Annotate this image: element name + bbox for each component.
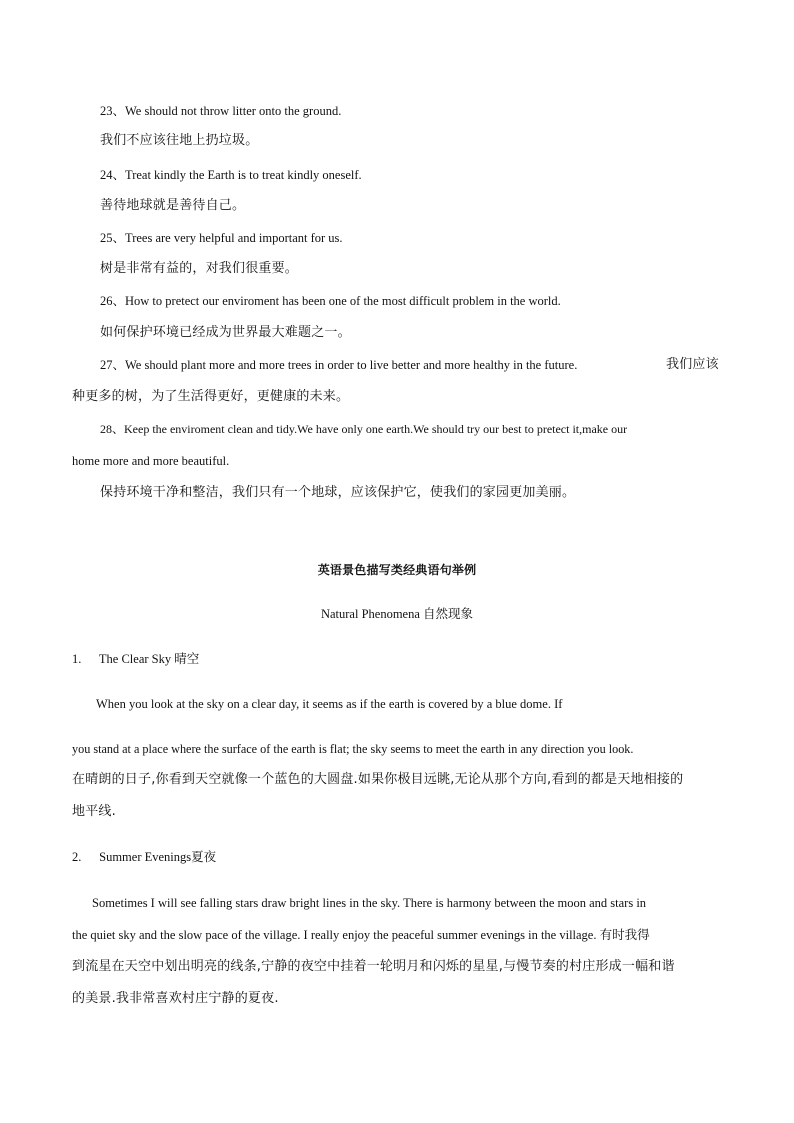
- entry-1-heading: The Clear Sky 晴空: [98, 652, 200, 666]
- entry-2-paragraph-1: Sometimes I will see falling stars draw bright lines in the sky. There is harmony between the moon and stars in: [92, 896, 647, 910]
- entry-1-zh-2: 地平线.: [72, 804, 116, 819]
- section-title: 英语景色描写类经典语句举例: [317, 563, 477, 577]
- sentence-23-zh: 我们不应该往地上扔垃圾。: [100, 133, 259, 148]
- section-subtitle: Natural Phenomena 自然现象: [320, 607, 474, 621]
- entry-1-heading-line: [72, 650, 722, 668]
- sentence-28-en: 28、Keep the enviroment clean and tidy.We have only one earth.We should try our best to pretect it,make our: [100, 422, 628, 436]
- sentence-27-zh-start: 我们应该: [666, 357, 719, 372]
- sentence-27-en: 27、We should plant more and more trees in order to live better and more healthy in the future.: [100, 358, 578, 372]
- sentence-24-zh: 善待地球就是善待自己。: [100, 198, 246, 213]
- entry-1-paragraph-2: you stand at a place where the surface of the earth is flat; the sky seems to meet the earth in any direction you look.: [72, 742, 634, 756]
- entry-2-number: 2.: [72, 850, 82, 864]
- sentence-24-en: 24、Treat kindly the Earth is to treat kindly oneself.: [100, 168, 362, 182]
- entry-2-zh-2: 的美景.我非常喜欢村庄宁静的夏夜.: [72, 991, 279, 1006]
- sentence-25-zh: 树是非常有益的，对我们很重要。: [100, 261, 299, 276]
- entry-2-zh-1: 到流星在天空中划出明亮的线条,宁静的夜空中挂着一轮明月和闪烁的星星,与慢节奏的村庄形成一幅和谐: [72, 959, 675, 974]
- sentence-28-zh: 保持环境干净和整洁，我们只有一个地球，应该保护它，使我们的家园更加美丽。: [100, 485, 576, 500]
- sentence-23-en: 23、We should not throw litter onto the ground.: [100, 104, 342, 118]
- entry-2-paragraph-2: the quiet sky and the slow pace of the village. I really enjoy the peaceful summer evenings in the village. 有时我得: [72, 928, 650, 942]
- entry-1-paragraph-1: When you look at the sky on a clear day, it seems as if the earth is covered by a blue dome. If: [96, 697, 563, 711]
- entry-1-zh-1: 在晴朗的日子,你看到天空就像一个蓝色的大圆盘.如果你极目远眺,无论从那个方向,看到的都是天地相接的: [72, 772, 684, 787]
- sentence-25-en: 25、Trees are very helpful and important for us.: [100, 231, 343, 245]
- sentence-27-zh: 种更多的树，为了生活得更好，更健康的未来。: [72, 389, 350, 404]
- entry-2-heading: Summer Evenings夏夜: [99, 850, 217, 864]
- sentence-26-zh: 如何保护环境已经成为世界最大难题之一。: [100, 325, 351, 340]
- entry-2-heading-line: [72, 848, 722, 866]
- sentence-26-en: 26、How to pretect our enviroment has been one of the most difficult problem in the world.: [100, 294, 561, 308]
- entry-1-number: 1.: [72, 652, 82, 666]
- sentence-28-en-cont: home more and more beautiful.: [72, 454, 230, 468]
